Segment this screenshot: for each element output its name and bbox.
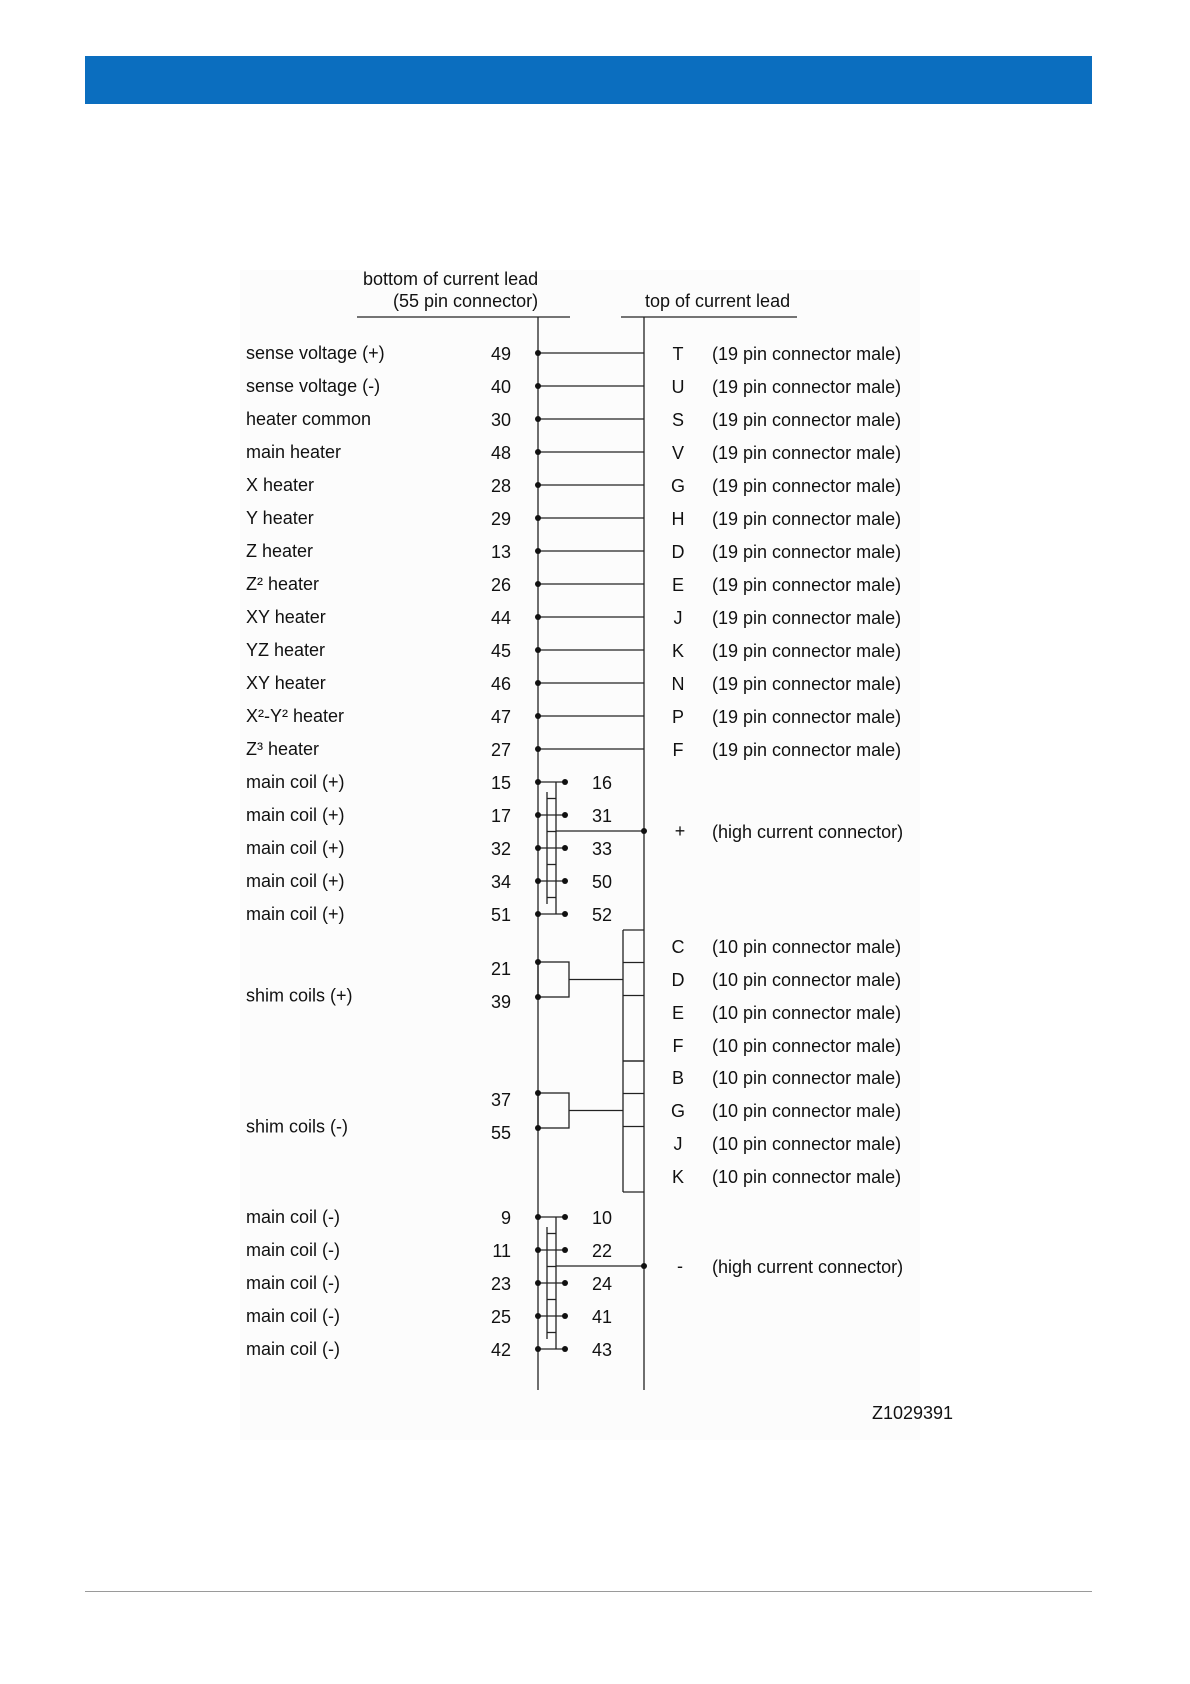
main-coil-minus-pin-b: 24 bbox=[592, 1274, 613, 1294]
main-coil-minus-node-a bbox=[535, 1346, 541, 1352]
left-header-line-2: (55 pin connector) bbox=[393, 291, 539, 311]
main-coil-minus-pin-b: 41 bbox=[592, 1307, 613, 1327]
heater-label: Z³ heater bbox=[246, 739, 320, 759]
heater-connector: (19 pin connector male) bbox=[712, 542, 902, 562]
main-coil-plus-node-a bbox=[535, 911, 541, 917]
diagram-content bbox=[246, 343, 903, 1360]
shim-minus-pin: 55 bbox=[490, 1123, 511, 1143]
shim-minus-pin: 37 bbox=[490, 1090, 511, 1110]
shim-plus-connector: (10 pin connector male) bbox=[712, 937, 902, 957]
heater-connector: (19 pin connector male) bbox=[712, 377, 902, 397]
shim-minus-node bbox=[535, 1090, 541, 1096]
shim-minus-connector: (10 pin connector male) bbox=[712, 1068, 902, 1088]
heater-label: Z² heater bbox=[246, 574, 320, 594]
shim-minus-letter: B bbox=[671, 1068, 685, 1088]
main-coil-plus-label: main coil (+) bbox=[246, 772, 345, 792]
heater-letter: V bbox=[671, 443, 685, 463]
heater-label: Z heater bbox=[246, 541, 314, 561]
shim-minus-letter: J bbox=[673, 1134, 683, 1154]
main-coil-plus-node-a bbox=[535, 878, 541, 884]
heater-pin: 40 bbox=[490, 377, 511, 397]
main-coil-plus-node-a bbox=[535, 779, 541, 785]
shim-plus-connector: (10 pin connector male) bbox=[712, 1003, 902, 1023]
main-coil-minus-node-b bbox=[562, 1313, 568, 1319]
main-coil-plus-node-a bbox=[535, 845, 541, 851]
main-coil-plus-node-a bbox=[535, 812, 541, 818]
main-coil-plus-pin-a: 34 bbox=[490, 872, 511, 892]
heater-letter: J bbox=[673, 608, 683, 628]
main-coil-minus-pin-a: 25 bbox=[490, 1307, 511, 1327]
heater-letter: D bbox=[671, 542, 685, 562]
main-coil-plus-node-b bbox=[562, 878, 568, 884]
main-coil-plus-node-b bbox=[562, 845, 568, 851]
main-coil-plus-node-b bbox=[562, 812, 568, 818]
heater-node bbox=[535, 449, 541, 455]
shim-minus-letter: G bbox=[670, 1101, 686, 1121]
heater-label: X²-Y² heater bbox=[246, 706, 345, 726]
heater-node bbox=[535, 746, 541, 752]
heater-pin: 26 bbox=[490, 575, 511, 595]
heater-connector: (19 pin connector male) bbox=[712, 707, 902, 727]
shim-minus-connector: (10 pin connector male) bbox=[712, 1134, 902, 1154]
shim-minus-letter: K bbox=[671, 1167, 685, 1187]
heater-node bbox=[535, 416, 541, 422]
shim-plus-letter: F bbox=[672, 1036, 684, 1056]
shim-minus-node bbox=[535, 1125, 541, 1131]
shim-plus-label: shim coils (+) bbox=[246, 985, 353, 1006]
figure-id: Z1029391 bbox=[872, 1403, 954, 1423]
heater-label: heater common bbox=[246, 409, 372, 429]
heater-pin: 30 bbox=[490, 410, 511, 430]
main-coil-plus-pin-a: 17 bbox=[490, 806, 511, 826]
heater-label: X heater bbox=[246, 475, 315, 495]
main-coil-minus-pin-b: 22 bbox=[592, 1241, 613, 1261]
shim-plus-connector: (10 pin connector male) bbox=[712, 1036, 902, 1056]
main-coil-minus-node-a bbox=[535, 1214, 541, 1220]
heater-pin: 13 bbox=[490, 542, 511, 562]
heater-connector: (19 pin connector male) bbox=[712, 509, 902, 529]
shim-minus-connector: (10 pin connector male) bbox=[712, 1167, 902, 1187]
heater-letter: K bbox=[671, 641, 685, 661]
main-coil-minus-node-a bbox=[535, 1280, 541, 1286]
heater-node bbox=[535, 350, 541, 356]
heater-pin: 44 bbox=[490, 608, 511, 628]
heater-connector: (19 pin connector male) bbox=[712, 608, 902, 628]
heater-label: sense voltage (+) bbox=[246, 343, 385, 363]
heater-label: XY heater bbox=[246, 673, 326, 693]
heater-label: sense voltage (-) bbox=[246, 376, 381, 396]
heater-pin: 48 bbox=[490, 443, 511, 463]
heater-connector: (19 pin connector male) bbox=[712, 575, 902, 595]
heater-letter: H bbox=[671, 509, 685, 529]
main-coil-plus-pin-b: 52 bbox=[592, 905, 613, 925]
heater-letter: P bbox=[671, 707, 685, 727]
main-coil-minus-node-b bbox=[562, 1247, 568, 1253]
main-coil-minus-pin-a: 42 bbox=[490, 1340, 511, 1360]
shim-plus-pin: 39 bbox=[490, 992, 511, 1012]
main-coil-plus-output-node bbox=[641, 828, 647, 834]
main-coil-plus-pin-a: 51 bbox=[490, 905, 511, 925]
main-coil-minus-output-node bbox=[641, 1263, 647, 1269]
heater-node bbox=[535, 614, 541, 620]
heater-connector: (19 pin connector male) bbox=[712, 410, 902, 430]
main-coil-plus-connector: (high current connector) bbox=[712, 822, 904, 842]
main-coil-minus-label: main coil (-) bbox=[246, 1273, 341, 1293]
shim-plus-letter: C bbox=[671, 937, 685, 957]
heater-pin: 28 bbox=[490, 476, 511, 496]
main-coil-plus-pin-b: 33 bbox=[592, 839, 613, 859]
main-coil-plus-label: main coil (+) bbox=[246, 838, 345, 858]
heater-node bbox=[535, 581, 541, 587]
heater-letter: N bbox=[671, 674, 685, 694]
heater-pin: 27 bbox=[490, 740, 511, 760]
heater-letter: U bbox=[671, 377, 685, 397]
heater-letter: F bbox=[672, 740, 684, 760]
heater-label: XY heater bbox=[246, 607, 326, 627]
main-coil-minus-label: main coil (-) bbox=[246, 1339, 341, 1359]
shim-plus-node bbox=[535, 959, 541, 965]
heater-connector: (19 pin connector male) bbox=[712, 476, 902, 496]
heater-pin: 46 bbox=[490, 674, 511, 694]
heater-label: main heater bbox=[246, 442, 342, 462]
right-header: top of current lead bbox=[645, 291, 791, 311]
heater-label: Y heater bbox=[246, 508, 314, 528]
main-coil-minus-label: main coil (-) bbox=[246, 1240, 341, 1260]
main-coil-minus-connector: (high current connector) bbox=[712, 1257, 904, 1277]
shim-plus-letter: E bbox=[671, 1003, 685, 1023]
main-coil-minus-label: main coil (-) bbox=[246, 1207, 341, 1227]
main-coil-plus-label: main coil (+) bbox=[246, 805, 345, 825]
main-coil-plus-pin-a: 15 bbox=[490, 773, 511, 793]
main-coil-minus-node-b bbox=[562, 1214, 568, 1220]
shim-plus-letter: D bbox=[671, 970, 685, 990]
heater-connector: (19 pin connector male) bbox=[712, 443, 902, 463]
heater-label: YZ heater bbox=[246, 640, 326, 660]
main-coil-plus-node-b bbox=[562, 911, 568, 917]
main-coil-plus-label: main coil (+) bbox=[246, 904, 345, 924]
heater-node bbox=[535, 383, 541, 389]
main-coil-plus-symbol: + bbox=[674, 821, 686, 841]
main-coil-plus-pin-b: 31 bbox=[592, 806, 613, 826]
heater-connector: (19 pin connector male) bbox=[712, 641, 902, 661]
heater-node bbox=[535, 647, 541, 653]
heater-letter: E bbox=[671, 575, 685, 595]
heater-letter: G bbox=[670, 476, 686, 496]
heater-pin: 29 bbox=[490, 509, 511, 529]
shim-minus-label: shim coils (-) bbox=[246, 1116, 348, 1137]
main-coil-plus-pin-b: 16 bbox=[592, 773, 613, 793]
heater-node bbox=[535, 713, 541, 719]
shim-minus-connector: (10 pin connector male) bbox=[712, 1101, 902, 1121]
main-coil-plus-pin-b: 50 bbox=[592, 872, 613, 892]
main-coil-minus-pin-a: 23 bbox=[490, 1274, 511, 1294]
main-coil-minus-label: main coil (-) bbox=[246, 1306, 341, 1326]
heater-letter: T bbox=[672, 344, 684, 364]
heater-pin: 49 bbox=[490, 344, 511, 364]
main-coil-minus-pin-a: 11 bbox=[492, 1241, 511, 1261]
heater-connector: (19 pin connector male) bbox=[712, 674, 902, 694]
main-coil-minus-symbol: - bbox=[677, 1256, 683, 1276]
heater-node bbox=[535, 482, 541, 488]
shim-plus-node bbox=[535, 994, 541, 1000]
heater-connector: (19 pin connector male) bbox=[712, 740, 902, 760]
footer-rule bbox=[85, 1591, 1092, 1592]
shim-plus-pin-bracket bbox=[538, 962, 569, 997]
main-coil-plus-label: main coil (+) bbox=[246, 871, 345, 891]
heater-pin: 47 bbox=[490, 707, 511, 727]
shim-plus-connector: (10 pin connector male) bbox=[712, 970, 902, 990]
main-coil-minus-node-b bbox=[562, 1280, 568, 1286]
shim-plus-pin: 21 bbox=[490, 959, 511, 979]
main-coil-minus-pin-b: 10 bbox=[592, 1208, 613, 1228]
heater-node bbox=[535, 515, 541, 521]
main-coil-plus-pin-a: 32 bbox=[490, 839, 511, 859]
heater-pin: 45 bbox=[490, 641, 511, 661]
main-coil-minus-node-a bbox=[535, 1313, 541, 1319]
heater-connector: (19 pin connector male) bbox=[712, 344, 902, 364]
heater-node bbox=[535, 680, 541, 686]
heater-node bbox=[535, 548, 541, 554]
main-coil-minus-node-b bbox=[562, 1346, 568, 1352]
main-coil-minus-pin-a: 9 bbox=[500, 1208, 511, 1228]
shim-minus-pin-bracket bbox=[538, 1093, 569, 1128]
main-coil-minus-node-a bbox=[535, 1247, 541, 1253]
main-coil-plus-node-b bbox=[562, 779, 568, 785]
left-header-line-1: bottom of current lead bbox=[363, 269, 539, 289]
heater-letter: S bbox=[671, 410, 685, 430]
main-coil-minus-pin-b: 43 bbox=[592, 1340, 613, 1360]
